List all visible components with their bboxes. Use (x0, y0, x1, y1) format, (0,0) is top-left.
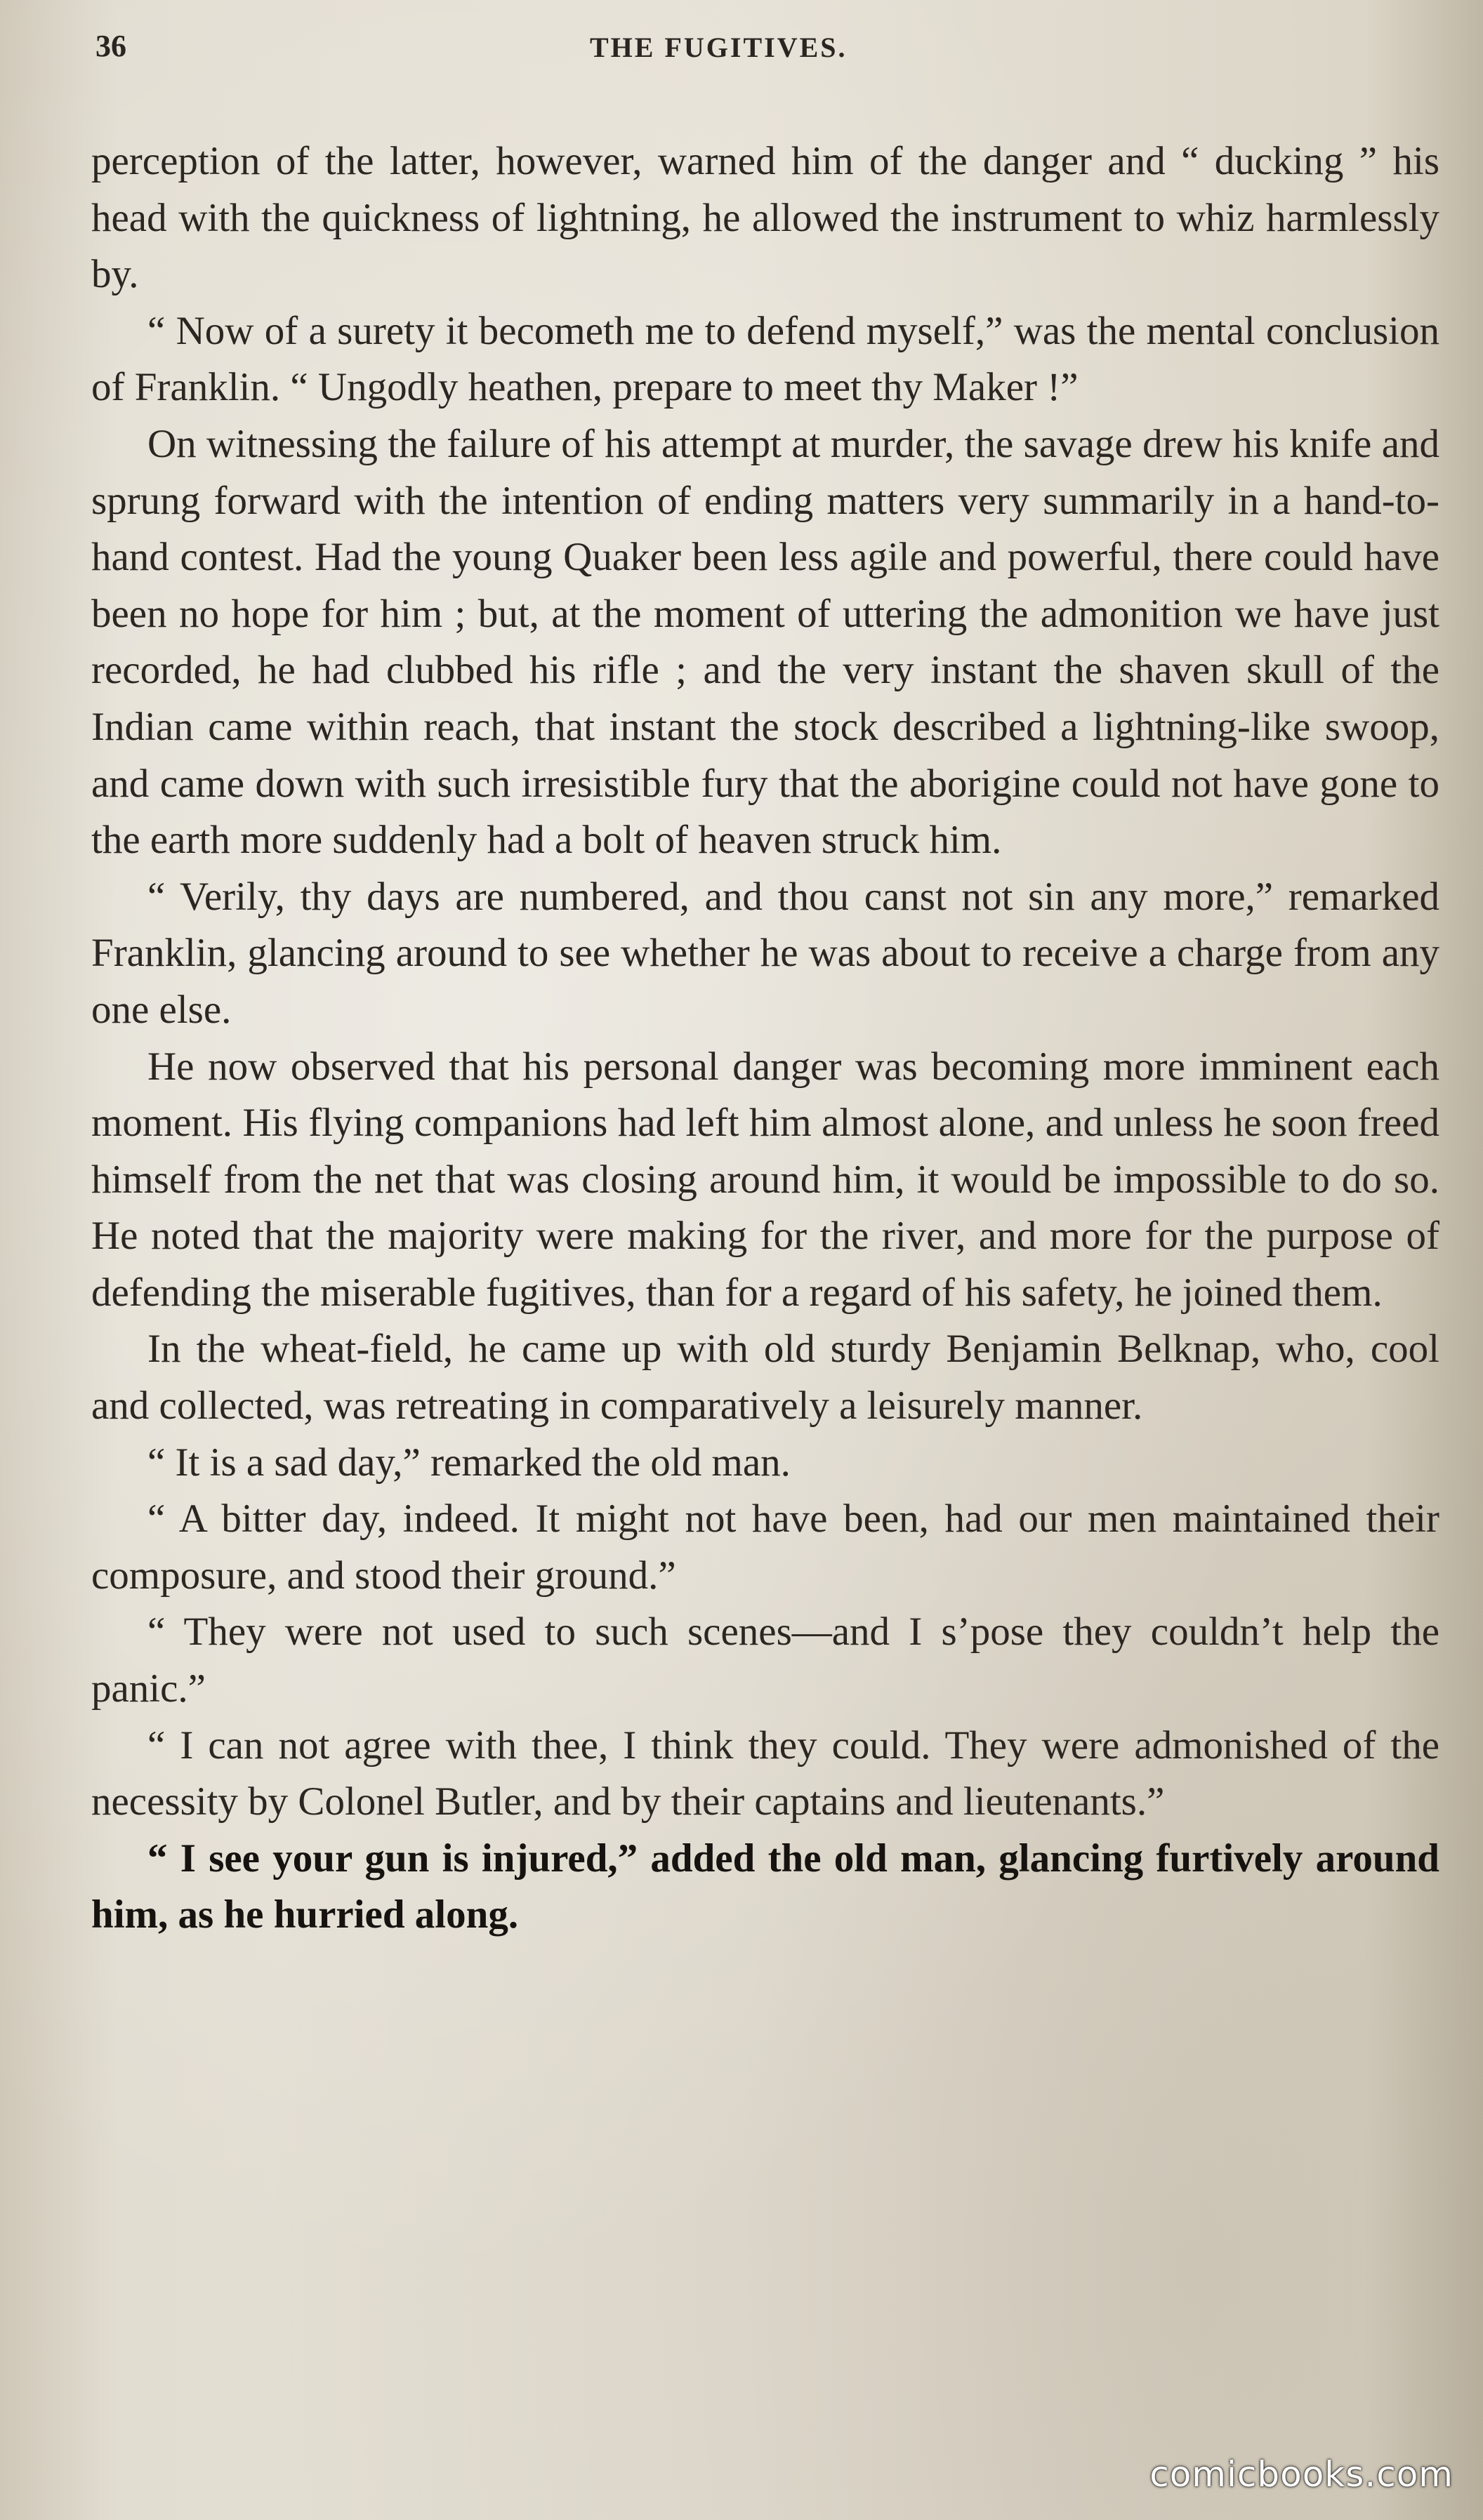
page-header (91, 28, 1425, 70)
watermark: comicbooks.com (1149, 2454, 1454, 2495)
paragraph: “ A bitter day, indeed. It might not have been, had our men maintained their composure, and stood their ground.” (91, 1497, 1439, 1598)
paragraph: “ I see your gun is injured,” added the old man, glancing furtively around him, as he hurried along. (91, 1836, 1439, 1937)
paragraph: perception of the latter, however, warned him of the danger and “ ducking ” his head with the quickness of lightning, he allowed the instrument to whiz harmlessly by. (91, 139, 1439, 297)
running-head: THE FUGITIVES. (590, 32, 848, 63)
paragraph: “ They were not used to such scenes—and I s’pose they couldn’t help the panic.” (91, 1610, 1439, 1711)
paragraph: In the wheat-field, he came up with old sturdy Benjamin Belknap, who, cool and collected, was retreating in comparatively a leisurely manner. (91, 1327, 1439, 1428)
paragraph: He now observed that his personal danger was becoming more imminent each moment. His flying companions had left him almost alone, and unless he soon freed himself from the net that was closing around him, it would be impossible to do so. He noted that the majority were making for the river, and more for the purpose of defending the miserable fugitives, than for a regard of his safety, he joined them. (91, 1044, 1439, 1315)
page-number: 36 (95, 29, 126, 63)
body-text (91, 133, 1439, 1944)
paragraph: “ Verily, thy days are numbered, and thou canst not sin any more,” remarked Franklin, glancing around to see whether he was about to receive a charge from any one else. (91, 874, 1439, 1032)
paragraph: “ I can not agree with thee, I think they could. They were admonished of the necessity by Colonel Butler, and by their captains and lieutenants.” (91, 1723, 1439, 1824)
paragraph: “ It is a sad day,” remarked the old man. (147, 1440, 791, 1485)
paragraph: “ Now of a surety it becometh me to defend myself,” was the mental conclusion of Franklin. “ Ungodly heathen, prepare to meet thy Maker !” (91, 308, 1439, 410)
paragraph: On witnessing the failure of his attempt at murder, the savage drew his knife and sprung forward with the intention of ending matters very summarily in a hand-to-hand contest. Had the young Quaker been less agile and powerful, there could have been no hope for him ; but, at the moment of uttering the admonition we have just recorded, he had clubbed his rifle ; and the very instant the shaven skull of the Indian came within reach, that instant the stock described a lightning-like swoop, and came down with such irresistible fury that the aborigine could not have gone to the earth more suddenly had a bolt of heaven struck him. (91, 421, 1439, 863)
